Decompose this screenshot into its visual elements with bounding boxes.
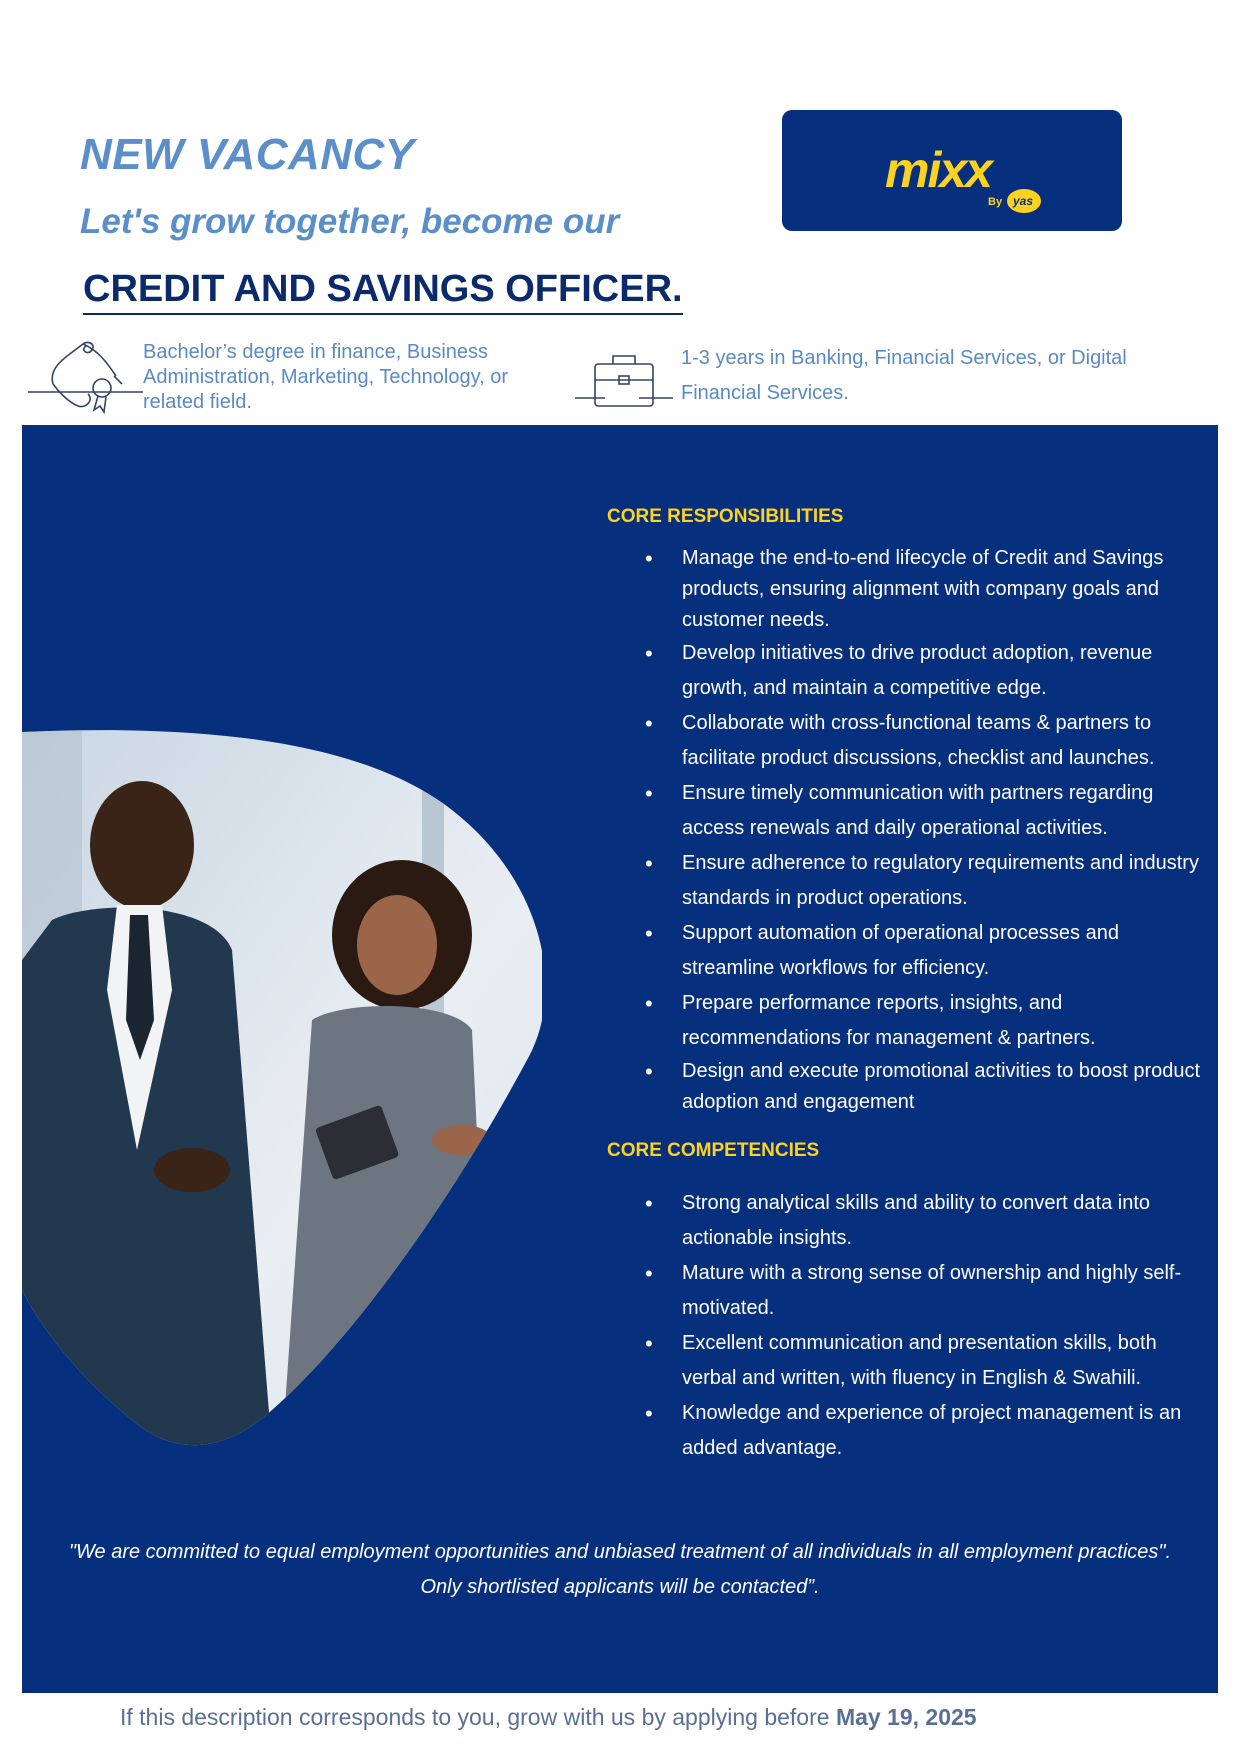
briefcase-icon [575, 350, 675, 420]
logo-yas-text: yas [1013, 194, 1034, 208]
team-photo [22, 730, 542, 1450]
responsibilities-list [607, 543, 1207, 1118]
headline: NEW VACANCY [80, 130, 415, 179]
application-footer [120, 1704, 977, 1731]
job-title: CREDIT AND SAVINGS OFFICER. [83, 268, 683, 315]
application-deadline: May 19, 2025 [835, 1704, 977, 1730]
list-item: • Prepare performance reports, insights, and recommendations for management & partners. [607, 986, 1207, 1056]
education-requirement: Bachelor’s degree in finance, Business Administration, Marketing, Technology, or related field. [143, 341, 508, 413]
list-item: • Manage the end-to-end lifecycle of Credit and Savings products, ensuring alignment with company goals and customer needs. [607, 543, 1207, 636]
logo-by-text: By [988, 196, 1003, 208]
list-item: • Support automation of operational processes and streamline workflows for efficiency. [607, 916, 1207, 986]
equal-opportunity-note: "We are committed to equal employment opportunities and unbiased treatment of all individuals in all employment practices". Only shortlisted applicants will be contacted”. [68, 1541, 1172, 1598]
list-item: • Knowledge and experience of project management is an added advantage. [607, 1396, 1207, 1466]
list-item: • Ensure timely communication with partners regarding access renewals and daily operational activities. [607, 776, 1207, 846]
logo-graphic [782, 110, 1122, 231]
subheadline: Let's grow together, become our [80, 202, 620, 241]
list-item: • Strong analytical skills and ability to convert data into actionable insights. [607, 1186, 1207, 1256]
responsibilities-heading: CORE RESPONSIBILITIES [607, 506, 844, 527]
list-item: • Develop initiatives to drive product adoption, revenue growth, and maintain a competitive edge. [607, 636, 1207, 706]
list-item: • Excellent communication and presentation skills, both verbal and written, with fluency in English & Swahili. [607, 1326, 1207, 1396]
mixx-by-yas-logo [782, 110, 1122, 231]
footer-text: If this description corresponds to you, grow with us by applying before [120, 1704, 836, 1730]
competencies-list [607, 1186, 1207, 1466]
logo-brand-text: mixx [885, 142, 991, 198]
list-item: • Collaborate with cross-functional teams & partners to facilitate product discussions, checklist and launches. [607, 706, 1207, 776]
list-item: • Mature with a strong sense of ownership and highly self-motivated. [607, 1256, 1207, 1326]
list-item: • Ensure adherence to regulatory requirements and industry standards in product operations. [607, 846, 1207, 916]
experience-requirement: 1-3 years in Banking, Financial Services, or Digital Financial Services. [681, 347, 1127, 404]
diploma-scroll-icon [28, 336, 148, 421]
list-item: • Design and execute promotional activities to boost product adoption and engagement [607, 1056, 1207, 1118]
competencies-heading: CORE COMPETENCIES [607, 1140, 820, 1161]
